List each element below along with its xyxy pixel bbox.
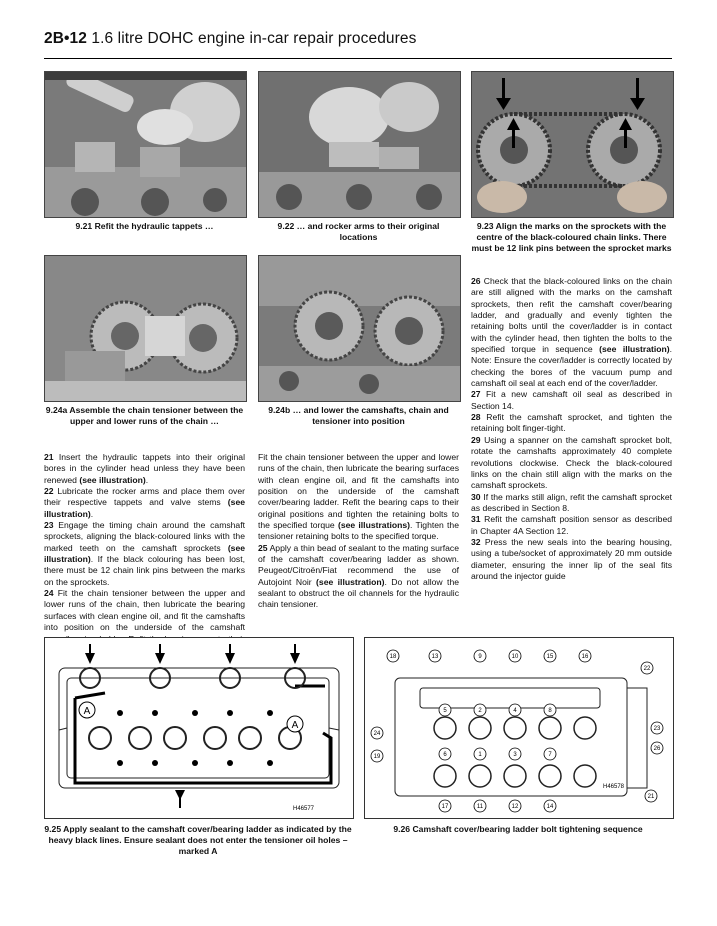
bolt-number: 13: [431, 654, 439, 660]
bolt-number: 11: [476, 804, 484, 810]
caption-9-24b: 9.24b … and lower the camshafts, chain and tensioner into position: [268, 405, 449, 426]
diagram-ref: H46578: [603, 784, 625, 790]
text-column-left: [44, 452, 245, 668]
bolt-number: 15: [546, 654, 554, 660]
marker-a-right: A: [291, 720, 299, 731]
bolt-number: 12: [511, 804, 519, 810]
paragraph-31: 31 Refit the camshaft position sensor as described in Chapter 4A Section 12.: [471, 514, 673, 536]
bolt-number: 21: [647, 794, 655, 800]
photo-sprocket-marks: [471, 71, 674, 218]
paragraph-32: 32 Press the new seals into the bearing housing, using a tube/socket of approximately 20 mm outside diameter, ensuring the inner lip of the seal fits around the injector guide: [471, 536, 672, 581]
paragraph-23: 23 Engage the timing chain around the camshaft sprockets, aligning the black-coloured links with the marked teeth on the camshaft sprockets (see illustration). If the black colouring has been lost, there must be 12 chain link pins between the marks on the sprockets.: [44, 520, 246, 587]
paragraph-24: 24 Fit the chain tensioner between the upper and lower runs of the chain, then lubricate the bearing surfaces with clean engine oil, and fit the camshafts into position on the underside of the camshaft: [44, 588, 246, 633]
diagram-ref: H46577: [293, 806, 315, 812]
page-number: 2B•12: [44, 30, 87, 47]
marker-a-left: A: [83, 706, 91, 717]
bolt-number: 3: [513, 752, 517, 758]
bolt-number: 1: [478, 752, 482, 758]
header-rule: [44, 58, 672, 59]
bolt-number: 16: [581, 654, 589, 660]
caption-9-25: 9.25 Apply sealant to the camshaft cover/bearing ladder as indicated by the heavy black lines. Ensure sealant does not enter the tensioner oil holes – marked A: [44, 824, 352, 856]
diagram-sealant: [44, 637, 354, 819]
bolt-number: 19: [373, 754, 381, 760]
bolt-number: 10: [511, 654, 519, 660]
photo-chain-tensioner: [44, 255, 247, 402]
caption-9-23: 9.23 Align the marks on the sprockets with the centre of the black-coloured chain links. There must be 12 link pins between the sprocket marks: [471, 221, 672, 253]
paragraph-29: 29 Using a spanner on the camshaft sprocket bolt, rotate the camshafts approximately 40 complete revolutions clockwise. Check the black-coloured links on the chain still align with the marks on the camshaft sprockets.: [471, 434, 672, 491]
bolt-number: 5: [443, 708, 447, 714]
bolt-number: 2: [478, 708, 482, 714]
diagram-bolt-sequence: [364, 637, 674, 819]
bolt-number: 6: [443, 752, 447, 758]
bolt-number: 24: [373, 731, 381, 737]
bolt-number: 22: [643, 666, 651, 672]
bolt-number: 18: [389, 654, 397, 660]
paragraph-28: 28 Refit the camshaft sprocket, and tighten the retaining bolt finger-tight.: [471, 412, 672, 434]
bolt-number: 17: [441, 804, 449, 810]
bolt-number: 4: [513, 708, 517, 714]
paragraph-26: 26 Check that the black-coloured links on the chain are still aligned with the marks on the camshaft sprockets, then refit the camshaft cover/bearing ladder, and gradually and evenly tighten the retaining bolts until the cover/ladder is in contact with the cylinder head, then tighten the bolts to the specified torque in sequence (see illustration). Note: Ensure the cover/ladder is correctly located by checking the bores of the vacuum pump and camshaft oil seal at each end of the cover/ladder.: [471, 276, 673, 389]
text-column-right: [471, 276, 672, 582]
paragraph-22: 22 Lubricate the rocker arms and place them over their respective tappets and valve stems (see illustration).: [44, 486, 245, 519]
photo-hydraulic-tappets: [44, 71, 247, 218]
bolt-number: 8: [548, 708, 552, 714]
photo-rocker-arms: [258, 71, 461, 218]
caption-9-26: 9.26 Camshaft cover/bearing ladder bolt tightening sequence: [393, 824, 643, 834]
page-header: [44, 30, 416, 48]
paragraph-24-cont: Fit the chain tensioner between the upper and lower runs of the chain, then lubricate the bearing surfaces with clean engine oil, and fit the camshafts into position on the underside of the camshaft cover/bearing ladder. Refit the bearing caps to their original positions and tighten the retaining bolts to the specified torque (see illustrations). Tighten the tensioner retaining bolts to the specified torque.: [258, 452, 459, 542]
caption-9-21: 9.21 Refit the hydraulic tappets …: [75, 221, 214, 231]
paragraph-27: 27 Fit a new camshaft oil seal as described in Section 14.: [471, 389, 673, 411]
caption-9-24a: 9.24a Assemble the chain tensioner between the upper and lower runs of the chain …: [45, 405, 244, 426]
text-column-middle: [258, 452, 459, 611]
paragraph-21: 21 Insert the hydraulic tappets into their original bores in the cylinder head unless they have been renewed (see illustration).: [44, 452, 245, 485]
paragraph-25: 25 Apply a thin bead of sealant to the mating surface of the camshaft cover/bearing ladder as shown. Peugeot/Citroën/Fiat recommend the use of Autojoint Noir (see illustration). Do not allow the sealant to obstruct the oil channels for the hydraulic chain tensioner.: [258, 542, 460, 610]
caption-9-22: 9.22 … and rocker arms to their original locations: [277, 221, 440, 242]
bolt-number: 9: [478, 654, 482, 660]
bolt-number: 7: [548, 752, 552, 758]
bolt-number: 14: [546, 804, 554, 810]
paragraph-30: 30 If the marks still align, refit the camshaft sprocket as described in Section 8.: [471, 491, 672, 513]
bolt-number: 23: [653, 726, 661, 732]
page-title: 1.6 litre DOHC engine in-car repair procedures: [91, 30, 417, 47]
bolt-number: 26: [653, 746, 661, 752]
photo-camshafts-lowered: [258, 255, 461, 402]
